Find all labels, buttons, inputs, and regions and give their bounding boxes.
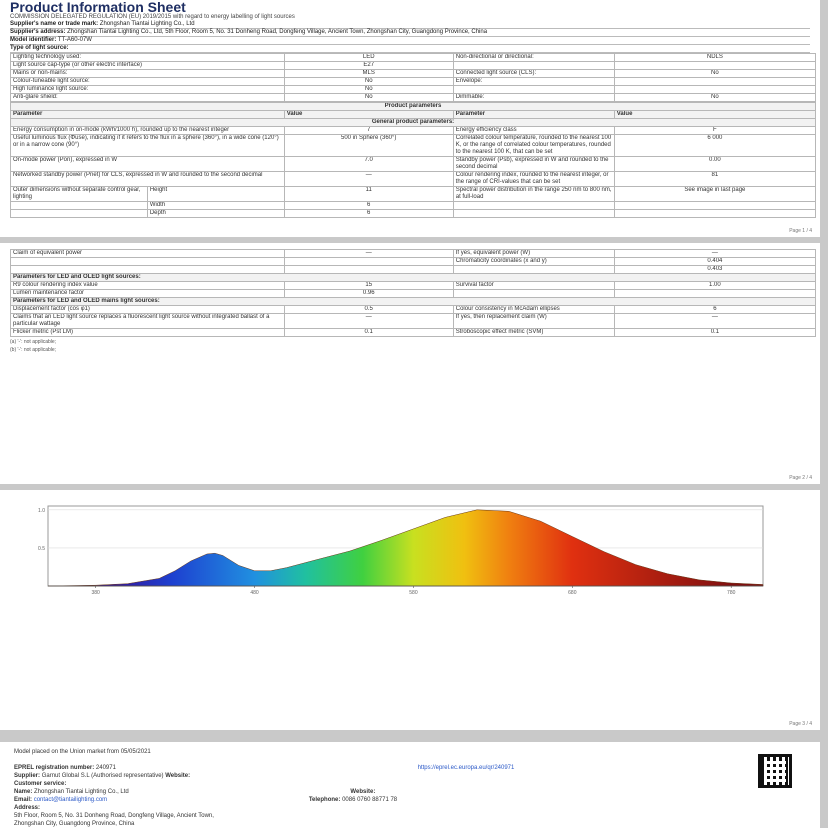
product-parameters-header: Product parameters — [11, 103, 816, 111]
table-row — [11, 250, 816, 258]
col-header-parameter-2: Parameter — [453, 111, 614, 119]
customer-service-row — [14, 780, 820, 788]
table-row — [11, 54, 816, 62]
table-row — [11, 94, 816, 102]
table-row — [11, 329, 816, 337]
table-row — [11, 210, 816, 218]
page-4 — [0, 742, 820, 828]
model-identifier: TT-A60-07W — [57, 37, 92, 43]
table-row — [11, 62, 816, 70]
table-cell: 0.1 — [614, 329, 815, 337]
table-row — [11, 298, 816, 306]
mains-parameters-header: Parameters for LED and OLED mains light sources: — [11, 298, 816, 306]
table-cell: Dimmable: — [453, 94, 614, 102]
placed-on-market: Model placed on the Union market from 05/05/2021 — [14, 749, 151, 755]
table-cell — [614, 210, 815, 218]
table-cell — [11, 266, 285, 274]
table-cell: Width — [147, 202, 284, 210]
table-row — [11, 157, 816, 172]
table-row — [11, 172, 816, 187]
table-cell: Energy consumption in on-mode (kWh/1000 h), rounded up to the nearest integer — [11, 127, 285, 135]
table-cell: Claim of equivalent power — [11, 250, 285, 258]
table-cell: Connected light source (CLS): — [453, 70, 614, 78]
qr-code-icon[interactable] — [758, 754, 792, 788]
website-label: Website: — [165, 773, 191, 779]
table-cell — [11, 258, 285, 266]
table-cell: Claims that an LED light source replaces a fluorescent light source without integrated ballast of a particular wattage — [11, 314, 285, 329]
table-cell: Depth — [147, 210, 284, 218]
table-cell — [614, 78, 815, 86]
table-cell: 11 — [284, 187, 453, 202]
table-cell: 7.0 — [284, 157, 453, 172]
table-cell: 500 in Sphere (360°) — [284, 135, 453, 157]
y-tick-label: 0.5 — [38, 545, 45, 552]
type-header — [10, 45, 810, 53]
table-cell: Spectral power distribution in the range 250 nm to 800 nm, at full-load — [453, 187, 614, 202]
supplier-address-row — [10, 29, 810, 37]
table-cell: Anti-glare shield: — [11, 94, 285, 102]
table-cell — [284, 266, 453, 274]
table-cell: Standby power (Psb), expressed in W and rounded to the second decimal — [453, 157, 614, 172]
table-cell: F — [614, 127, 815, 135]
eprel-number: 240971 — [95, 765, 116, 771]
table-cell: No — [284, 78, 453, 86]
table-cell: 0.1 — [284, 329, 453, 337]
table-cell: Displacement factor (cos φ1) — [11, 306, 285, 314]
address-label: Address: — [14, 805, 41, 811]
footnote-2: (b) '-': not applicable; — [10, 347, 57, 353]
table-cell — [614, 62, 815, 70]
table-cell: 0.403 — [614, 266, 815, 274]
table-cell: LED — [284, 54, 453, 62]
product-parameters-table — [10, 102, 816, 218]
address-line-1: 5th Floor, Room 5, No. 31 Donheng Road, Dongfeng Village, Ancient Town, — [14, 813, 214, 819]
supplier-name-row — [10, 21, 810, 29]
table-cell: — — [284, 250, 453, 258]
eprel-link[interactable]: https://eprel.ec.europa.eu/qr/240971 — [417, 765, 515, 771]
general-parameters-header: General product parameters: — [11, 119, 816, 127]
table-cell: On-mode power (Pon), expressed in W — [11, 157, 285, 172]
telephone-label: Telephone: — [308, 797, 341, 803]
table-cell — [614, 86, 815, 94]
table-cell: Useful luminous flux (Φuse), indicating if it refers to the flux in a sphere (360°), in a wide cone (120°) or in a narrow cone (90°) — [11, 135, 285, 157]
table-cell: 0.404 — [614, 258, 815, 266]
table-cell: Lumen maintenance factor — [11, 290, 285, 298]
x-tick-label: 780 — [727, 590, 736, 596]
table-cell: Colour-tuneable light source: — [11, 78, 285, 86]
table-cell: 6 000 — [614, 135, 815, 157]
table-row — [11, 127, 816, 135]
table-cell: MLS — [284, 70, 453, 78]
footnote-1: (a) '-': not applicable; — [10, 339, 57, 345]
eprel-label: EPREL registration number: — [14, 765, 95, 771]
page-number: Page 1 / 4 — [789, 228, 812, 234]
table-row — [11, 70, 816, 78]
table-row — [11, 258, 816, 266]
table-cell: 7 — [284, 127, 453, 135]
table-cell — [453, 86, 614, 94]
table-row — [11, 135, 816, 157]
table-cell — [614, 290, 815, 298]
website-label-2: Website: — [350, 789, 376, 795]
table-cell: If yes, equivalent power (W) — [453, 250, 614, 258]
table-cell: Colour rendering index, rounded to the nearest integer, or the range of CRI-values that can be set — [453, 172, 614, 187]
table-cell: Mains or non-mains: — [11, 70, 285, 78]
supplier-name: Zhongshan Tiantai Lighting Co., Ltd — [99, 21, 195, 27]
table-cell — [453, 290, 614, 298]
table-cell: 0.96 — [284, 290, 453, 298]
eprel-row — [14, 764, 820, 772]
page-2 — [0, 243, 820, 484]
table-cell: 81 — [614, 172, 815, 187]
name-label: Name: — [14, 789, 33, 795]
table-row — [11, 274, 816, 282]
table-row — [11, 78, 816, 86]
led-parameters-header: Parameters for LED and OLED light sources: — [11, 274, 816, 282]
table-cell: Colour consistency in McAdam ellipses — [453, 306, 614, 314]
table-cell: 0.5 — [284, 306, 453, 314]
email-label: Email: — [14, 797, 33, 803]
table-cell: — — [284, 172, 453, 187]
page-number: Page 2 / 4 — [789, 475, 812, 481]
table-cell: Correlated colour temperature, rounded to the nearest 100 K, or the range of correlated colour temperatures, rounded to the nearest 100 K, that can be set — [453, 135, 614, 157]
table-cell: Lighting technology used: — [11, 54, 285, 62]
regulation-text: COMMISSION DELEGATED REGULATION (EU) 2019/2015 with regard to energy labelling of light sources — [10, 14, 295, 20]
table-cell: 6 — [614, 306, 815, 314]
table-row — [11, 290, 816, 298]
supplier-address-label: Supplier's address: — [10, 29, 66, 35]
email-row — [14, 796, 820, 804]
table-row — [11, 282, 816, 290]
table-cell: Survival factor — [453, 282, 614, 290]
supplier-name-label: Supplier's name or trade mark: — [10, 21, 99, 27]
table-cell — [11, 210, 148, 218]
table-row — [11, 266, 816, 274]
address-row — [14, 804, 820, 812]
table-cell: If yes, then replacement claim (W) — [453, 314, 614, 329]
model-label: Model identifier: — [10, 37, 57, 43]
table-cell: No — [284, 94, 453, 102]
table-row — [11, 187, 816, 202]
table-row — [11, 306, 816, 314]
email-link[interactable]: contact@tiantailighting.com — [33, 797, 108, 803]
table-cell: Chromaticity coordinates (x and y) — [453, 258, 614, 266]
table-cell — [453, 210, 614, 218]
table-cell — [284, 258, 453, 266]
col-header-value-2: Value — [614, 111, 815, 119]
supplier-row — [14, 772, 820, 780]
table-cell: Flicker metric (Pst LM) — [11, 329, 285, 337]
supplier-label: Supplier: — [14, 773, 41, 779]
table-cell: — — [614, 314, 815, 329]
telephone-value: 0086 0760 88771 78 — [342, 797, 398, 803]
x-tick-label: 680 — [568, 590, 577, 596]
table-cell: Stroboscopic effect metric (SVM) — [453, 329, 614, 337]
table-cell: Height — [147, 187, 284, 202]
table-cell: Envelope: — [453, 78, 614, 86]
table-cell — [453, 266, 614, 274]
table-cell: R9 colour rendering index value — [11, 282, 285, 290]
table-cell: No — [614, 94, 815, 102]
table-cell: Outer dimensions without separate control gear, lighting — [11, 187, 148, 202]
table-cell: High luminance light source: — [11, 86, 285, 94]
y-tick-label: 1.0 — [38, 507, 45, 514]
address-line-2: Zhongshan City, Guangdong Province, China — [14, 821, 135, 827]
table-cell: 15 — [284, 282, 453, 290]
table-cell: E27 — [284, 62, 453, 70]
supplier-value: Garnut Global S.L (Authorised representative) — [41, 773, 164, 779]
type-header-text: Type of light source: — [10, 45, 69, 51]
x-tick-label: 580 — [409, 590, 418, 596]
continued-parameters-table — [10, 249, 816, 337]
table-cell: 6 — [284, 210, 453, 218]
supplier-address: Zhongshan Tiantai Lighting Co., Ltd, 5th Floor, Room 5, No. 31 Donheng Road, Dongfeng Village, Ancient Town, Zhongshan City, Guangdong Province, China — [67, 29, 488, 35]
col-header-value: Value — [284, 111, 453, 119]
spectral-distribution-chart — [8, 500, 788, 600]
table-cell — [11, 202, 148, 210]
col-header-parameter: Parameter — [11, 111, 285, 119]
page-number: Page 3 / 4 — [789, 721, 812, 727]
table-cell — [453, 202, 614, 210]
customer-service-label: Customer service: — [14, 781, 67, 787]
table-row — [11, 202, 816, 210]
page-3 — [0, 490, 820, 730]
model-row — [10, 37, 810, 45]
light-source-type-table — [10, 53, 816, 102]
table-cell: Non-directional or directional: — [453, 54, 614, 62]
table-cell: 0.00 — [614, 157, 815, 172]
table-cell: 6 — [284, 202, 453, 210]
table-cell: — — [614, 250, 815, 258]
table-cell: 1.00 — [614, 282, 815, 290]
table-cell: NDLS — [614, 54, 815, 62]
table-cell: — — [284, 314, 453, 329]
table-row — [11, 314, 816, 329]
x-tick-label: 380 — [91, 590, 100, 596]
table-cell: Energy efficiency class — [453, 127, 614, 135]
page-1 — [0, 0, 820, 237]
table-cell — [614, 202, 815, 210]
x-tick-label: 480 — [250, 590, 259, 596]
table-row — [11, 86, 816, 94]
table-cell — [453, 62, 614, 70]
table-cell: Light source cap-type (or other electric interface) — [11, 62, 285, 70]
table-cell: No — [614, 70, 815, 78]
name-value: Zhongshan Tiantai Lighting Co., Ltd — [34, 789, 129, 795]
table-cell: No — [284, 86, 453, 94]
name-row — [14, 788, 820, 796]
table-cell: See image in last page — [614, 187, 815, 202]
table-cell: Networked standby power (Pnet) for CLS, expressed in W and rounded to the second decimal — [11, 172, 285, 187]
page-title: Product Information Sheet — [10, 0, 186, 15]
